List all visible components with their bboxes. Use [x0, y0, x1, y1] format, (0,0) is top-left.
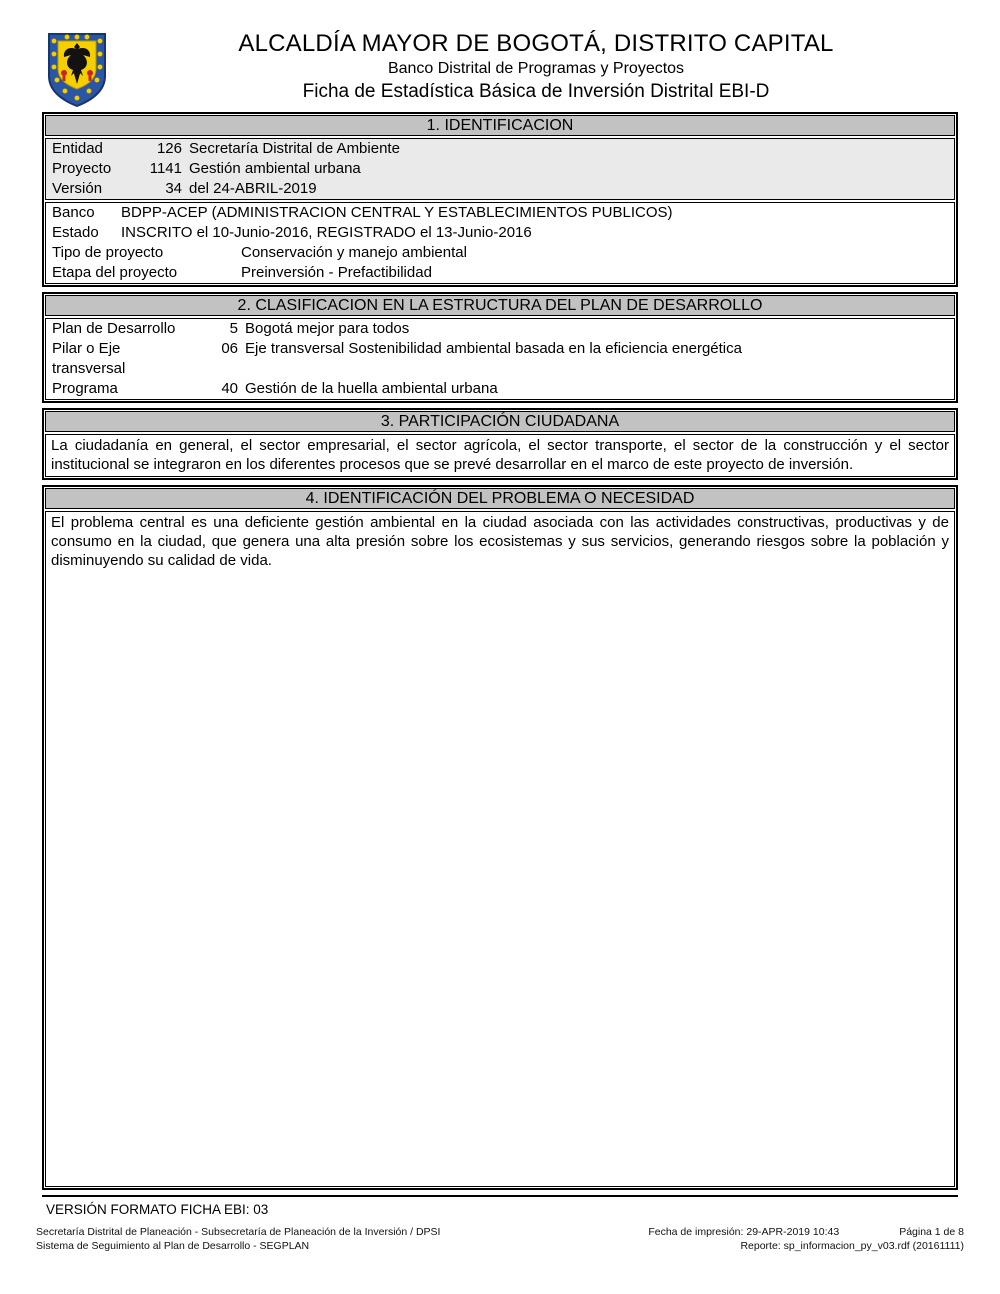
participation-content: [45, 434, 955, 477]
table-row: [46, 319, 954, 339]
footer-left: [36, 1225, 440, 1253]
text-line: [51, 570, 949, 589]
text-line: [51, 935, 949, 954]
section-problema: [42, 485, 958, 1190]
text-line: [51, 1165, 949, 1184]
identification-detail-table: [45, 202, 955, 284]
text-line: [51, 1146, 949, 1165]
row-label: Tipo de proyecto: [52, 244, 164, 261]
text-line: [51, 858, 949, 877]
table-row: [46, 139, 954, 159]
table-row: [46, 379, 954, 399]
text-line: [51, 1088, 949, 1107]
text-line: [51, 1050, 949, 1069]
report-name: Reporte: sp_informacion_py_v03.rdf (20161111): [740, 1240, 964, 1252]
row-value: Preinversión - Prefactibilidad: [241, 264, 432, 281]
text-line: [51, 743, 949, 762]
document-header: [42, 0, 958, 112]
section-1-title: 1. IDENTIFICACION: [45, 115, 955, 136]
table-row: [46, 179, 954, 199]
row-value: Conservación y manejo ambiental: [241, 244, 467, 261]
table-row: [46, 243, 954, 263]
page-number: Página 1 de 8: [899, 1226, 964, 1238]
row-label: Entidad: [52, 140, 103, 157]
table-row: [46, 159, 954, 179]
text-line: [51, 973, 949, 992]
footer-print-row: [648, 1225, 964, 1239]
document-title: Ficha de Estadística Básica de Inversión Distrital EBI-D: [302, 81, 770, 102]
row-value: Eje transversal Sostenibilidad ambiental basada en la eficiencia energética: [245, 340, 742, 357]
section-4-title: 4. IDENTIFICACIÓN DEL PROBLEMA O NECESIDAD: [45, 488, 955, 509]
row-value: del 24-ABRIL-2019: [189, 180, 317, 197]
row-number: 5: [229, 320, 238, 337]
footer-right: [648, 1225, 964, 1253]
row-label: Plan de Desarrollo: [52, 320, 176, 337]
text-line: [51, 762, 949, 781]
text-line: [51, 608, 949, 627]
text-line: [51, 704, 949, 723]
header-titles: [114, 30, 958, 104]
table-row: [46, 203, 954, 223]
table-row: [46, 263, 954, 283]
text-line: [51, 800, 949, 819]
row-label: Pilar o Eje transversal: [52, 340, 126, 377]
page-subtitle: Banco Distrital de Programas y Proyectos: [387, 60, 685, 77]
row-value: Gestión ambiental urbana: [189, 160, 361, 177]
section-2-title: 2. CLASIFICACION EN LA ESTRUCTURA DEL PLAN DE DESARROLLO: [45, 295, 955, 316]
identification-summary-table: [45, 138, 955, 200]
text-line: [51, 992, 949, 1011]
text-line: [51, 839, 949, 858]
table-row: [46, 339, 954, 379]
footer-divider: [42, 1195, 958, 1197]
row-label: Banco: [52, 204, 95, 221]
footer-office-line2: Sistema de Seguimiento al Plan de Desarrollo - SEGPLAN: [36, 1240, 310, 1252]
section-identificacion: [42, 112, 958, 287]
text-line: [51, 781, 949, 800]
row-label: Estado: [52, 224, 99, 241]
row-label: Etapa del proyecto: [52, 264, 178, 281]
text-line: [51, 877, 949, 896]
row-number: 40: [221, 380, 238, 397]
bogota-coat-of-arms-logo: [46, 32, 108, 108]
text-line: [51, 954, 949, 973]
print-date: Fecha de impresión: 29-APR-2019 10:43: [648, 1226, 840, 1238]
text-line: [51, 647, 949, 666]
text-line: [51, 915, 949, 934]
table-row: [46, 223, 954, 243]
text-line: [51, 589, 949, 608]
classification-table: [45, 318, 955, 400]
text-line: [51, 1031, 949, 1050]
text-line: [51, 1126, 949, 1145]
participation-paragraph: La ciudadanía en general, el sector empresarial, el sector agrícola, el sector transporte, el sector de la construcción y el sector institucional se integraron en los diferentes procesos que se prevé desarrollar en el marco de este proyecto de inversión.: [51, 437, 949, 473]
problem-content: [45, 511, 955, 1187]
row-value: INSCRITO el 10-Junio-2016, REGISTRADO el 13-Junio-2016: [121, 224, 532, 241]
text-line: [51, 1107, 949, 1126]
section-participacion: [42, 408, 958, 480]
row-label: Proyecto: [52, 160, 112, 177]
text-line: [51, 819, 949, 838]
page-footer: [36, 1225, 964, 1253]
row-value: Secretaría Distrital de Ambiente: [189, 140, 400, 157]
row-number: 126: [156, 140, 182, 157]
row-label: Programa: [52, 380, 118, 397]
ebi-document: [42, 0, 958, 1223]
text-line: [51, 628, 949, 647]
page-title: ALCALDÍA MAYOR DE BOGOTÁ, DISTRITO CAPITAL: [238, 30, 834, 57]
row-value: BDPP-ACEP (ADMINISTRACION CENTRAL Y ESTABLECIMIENTOS PUBLICOS): [121, 204, 673, 221]
problem-lines: [51, 570, 949, 1184]
row-number: 06: [221, 340, 238, 357]
problem-intro-paragraph: El problema central es una deficiente gestión ambiental en la ciudad asociada con las actividades constructivas, productivas y de consumo en la ciudad, que genera una alta presión sobre los ecosistemas y sus servicios, generando riesgos sobre la población y disminuyendo su calidad de vida.: [51, 514, 949, 569]
row-number: 1141: [149, 160, 182, 177]
text-line: [51, 724, 949, 743]
section-3-title: 3. PARTICIPACIÓN CIUDADANA: [45, 411, 955, 432]
text-line: [51, 1011, 949, 1030]
text-line: [51, 1069, 949, 1088]
row-value: Bogotá mejor para todos: [245, 320, 410, 337]
row-number: 34: [165, 180, 182, 197]
footer-office-line1: Secretaría Distrital de Planeación - Subsecretaría de Planeación de la Inversión / DPSI: [36, 1226, 441, 1238]
text-line: [51, 666, 949, 685]
text-line: [51, 896, 949, 915]
row-value: Gestión de la huella ambiental urbana: [245, 380, 498, 397]
row-label: Versión: [52, 180, 103, 197]
text-line: [51, 685, 949, 704]
format-version: VERSIÓN FORMATO FICHA EBI: 03: [46, 1202, 269, 1217]
section-clasificacion: [42, 292, 958, 403]
